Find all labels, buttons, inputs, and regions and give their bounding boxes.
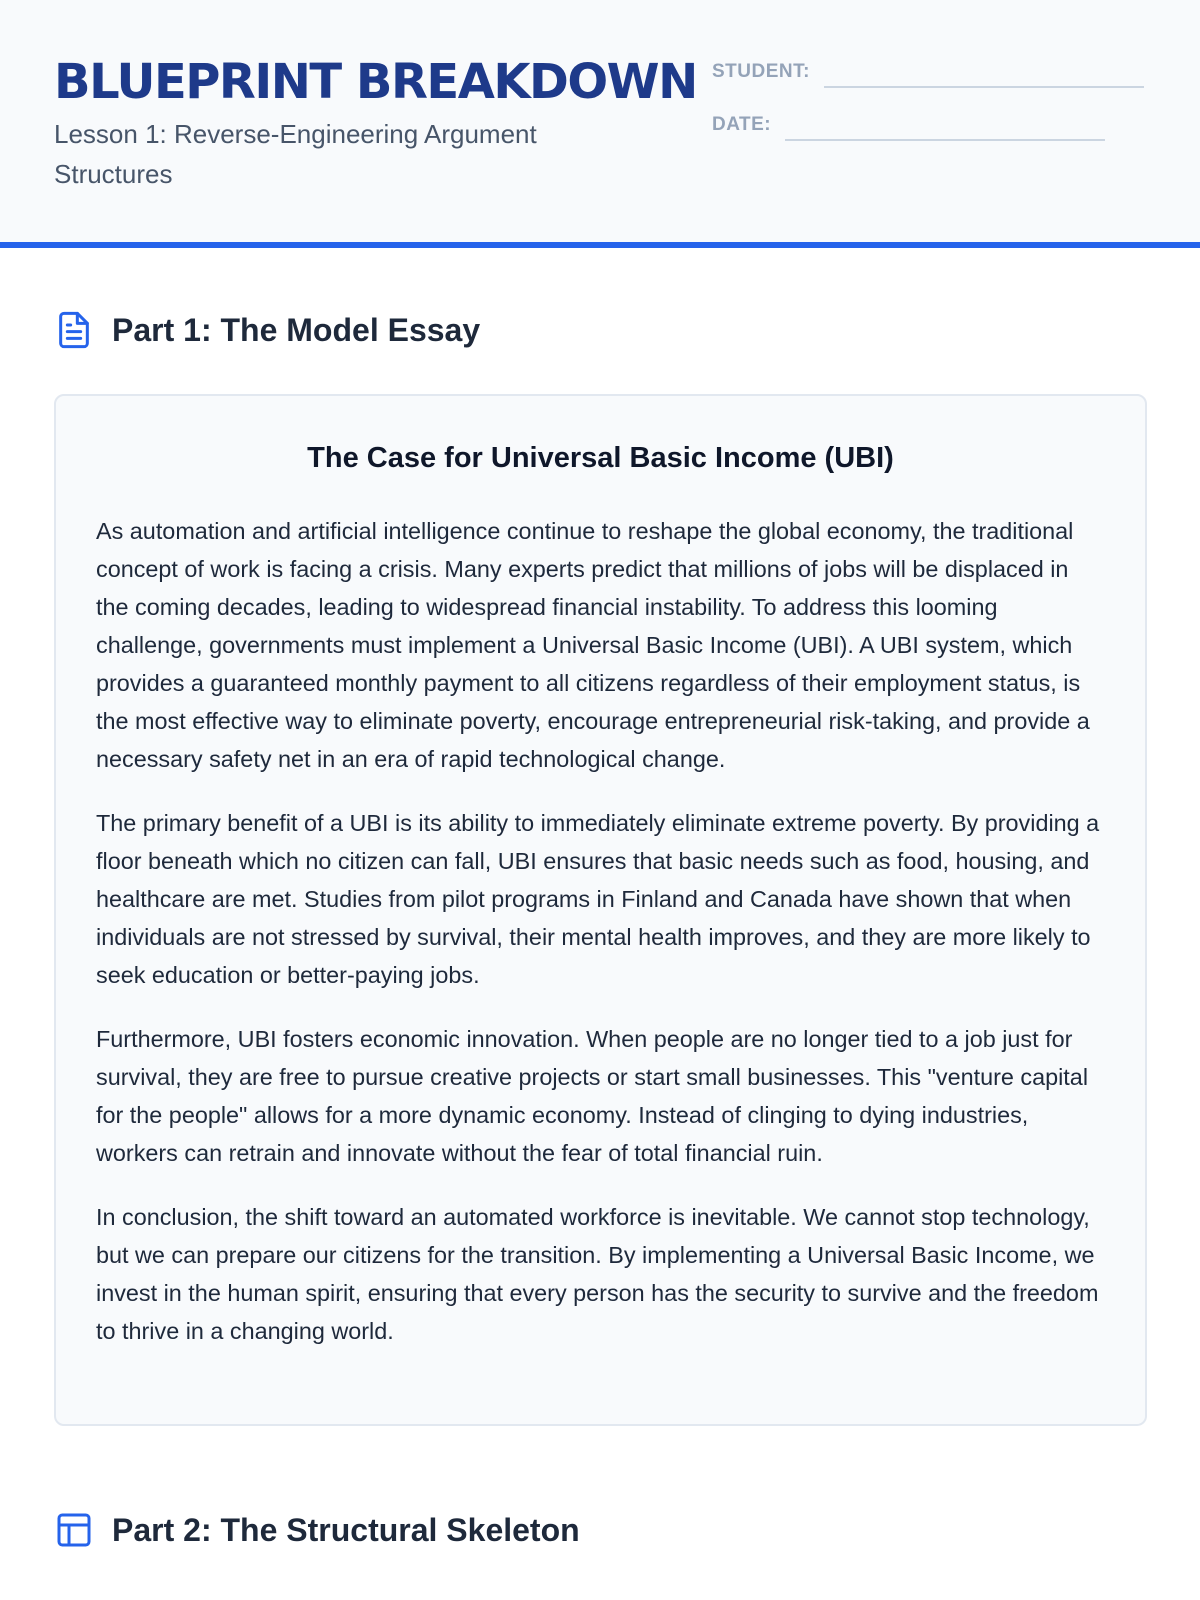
essay-paragraph-3: Furthermore, UBI fosters economic innovation. When people are no longer tied to a job just for survival, they are free to pursue creative projects or start small businesses. This "venture capital for the people" allows for a more dynamic economy. Instead of clinging to dying industries, workers can retrain and innovate without the fear of total financial ruin. <box>96 1026 1089 1166</box>
essay-title: The Case for Universal Basic Income (UBI) <box>307 442 894 474</box>
essay-paragraph-2: The primary benefit of a UBI is its ability to immediately eliminate extreme poverty. By providing a floor beneath which no citizen can fall, UBI ensures that basic needs such as food, housing, and healthcare are met. Studies from pilot programs in Finland and Canada have shown that when individuals are not stressed by survival, their mental health improves, and they are more likely to seek education or better-paying jobs. <box>96 810 1100 988</box>
date-label: DATE: <box>712 114 772 135</box>
layout-icon <box>54 1510 94 1550</box>
student-label: STUDENT: <box>712 61 810 82</box>
essay-paragraph-4: In conclusion, the shift toward an automated workforce is inevitable. We cannot stop technology, but we can prepare our citizens for the transition. By implementing a Universal Basic Income, we invest in the human spirit, ensuring that every person has the security to survive and the freedom to thrive in a changing world. <box>96 1204 1099 1344</box>
document-icon <box>54 310 94 350</box>
date-blank-line[interactable] <box>785 139 1105 141</box>
part1-heading <box>54 308 480 352</box>
worksheet-title: BLUEPRINT BREAKDOWN <box>54 54 697 110</box>
part2-title: Part 2: The Structural Skeleton <box>112 1512 580 1548</box>
lesson-subtitle: Lesson 1: Reverse-Engineering Argument Structures <box>54 119 537 189</box>
part1-title: Part 1: The Model Essay <box>112 312 481 348</box>
model-essay-card <box>54 394 1147 1426</box>
worksheet-header <box>0 0 1200 248</box>
essay-paragraph-1: As automation and artificial intelligence continue to reshape the global economy, the traditional concept of work is facing a crisis. Many experts predict that millions of jobs will be displaced in the coming decades, leading to widespread financial instability. To address this looming challenge, governments must implement a Universal Basic Income (UBI). A UBI system, which provides a guaranteed monthly payment to all citizens regardless of their employment status, is the most effective way to eliminate poverty, encourage entrepreneurial risk-taking, and provide a necessary safety net in an era of rapid technological change. <box>96 518 1090 772</box>
part2-heading <box>54 1508 580 1552</box>
student-field <box>712 58 1144 86</box>
student-blank-line[interactable] <box>824 86 1144 88</box>
date-field <box>712 111 1105 139</box>
